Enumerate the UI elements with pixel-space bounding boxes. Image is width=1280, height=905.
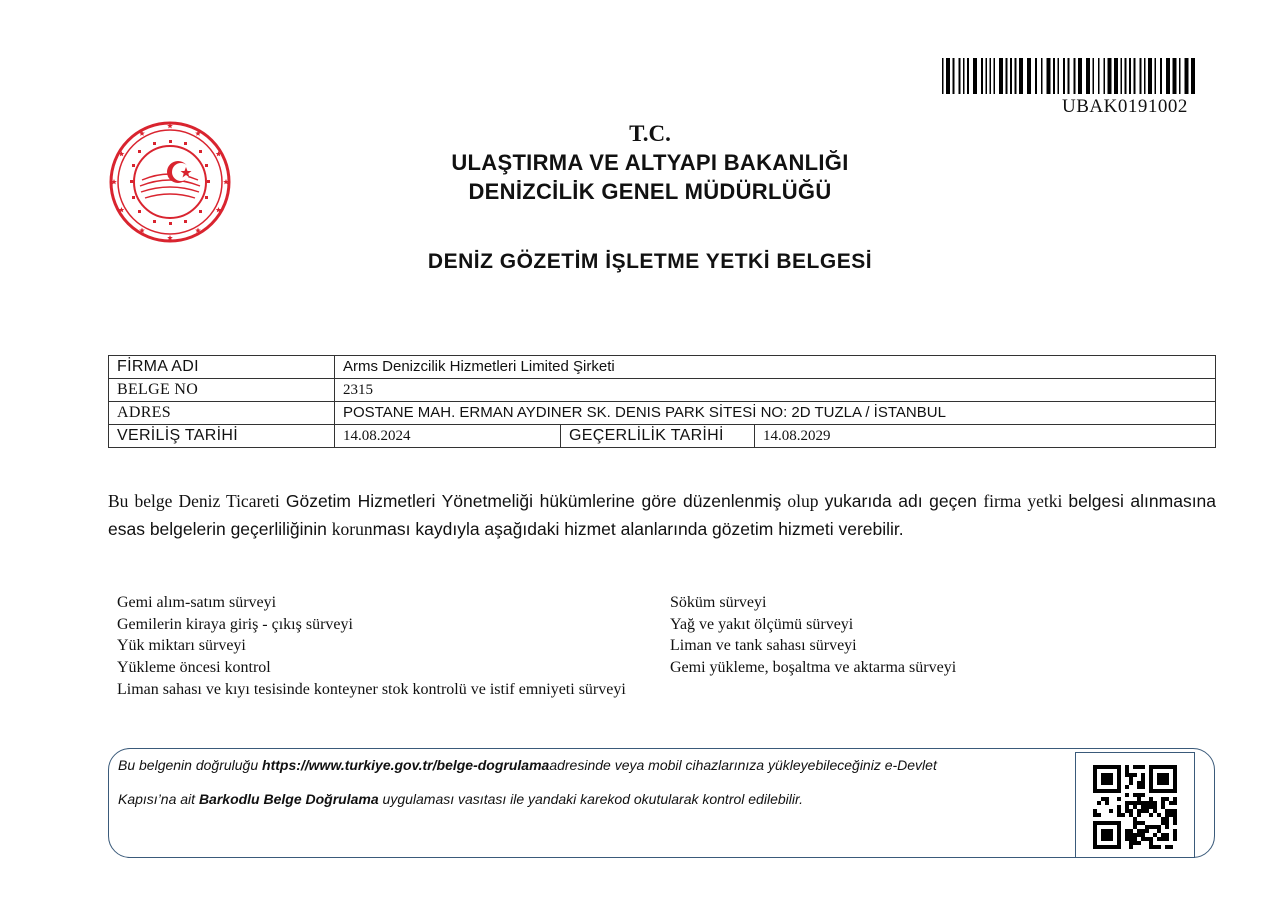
firm-name-value: Arms Denizcilik Hizmetleri Limited Şirketi (335, 356, 1216, 379)
info-table (108, 355, 1216, 448)
table-row (109, 379, 1216, 402)
list-item: Liman sahası ve kıyı tesisinde konteyner stok kontrolü ve istif emniyeti sürveyi (117, 680, 626, 698)
verification-line-1 (118, 757, 937, 773)
verification-text: uygulaması vasıtası ile yandaki karekod okutularak kontrol edilebilir. (378, 791, 804, 807)
barcode (942, 58, 1198, 94)
body-text-part: Gözetim Hizmetleri Yönetmeliği hükümlerine göre düzenlenmiş (285, 491, 782, 511)
validity-date-label: GEÇERLİLİK TARİHİ (561, 425, 755, 448)
list-item: Söküm sürveyi (670, 594, 767, 611)
address-label: ADRES (109, 402, 335, 425)
document-title: DENİZ GÖZETİM İŞLETME YETKİ BELGESİ (427, 250, 873, 273)
list-item: Yağ ve yakıt ölçümü sürveyi (670, 615, 854, 633)
body-text-part: ması kaydıyla aşağıdaki hizmet alanlarında gözetim hizmeti verebilir. (372, 519, 904, 539)
list-item: Yük miktarı sürveyi (117, 637, 246, 655)
ministry-seal-logo (108, 120, 232, 244)
validity-date-value: 14.08.2029 (755, 425, 1216, 448)
doc-no-label: BELGE NO (109, 379, 335, 402)
body-paragraph (108, 487, 1216, 543)
doc-no-value: 2315 (335, 379, 1216, 402)
list-item: Gemilerin kiraya giriş - çıkış sürveyi (117, 615, 353, 633)
verification-text: Kapısı’na ait (118, 791, 199, 807)
address-value: POSTANE MAH. ERMAN AYDINER SK. DENIS PARK SİTESİ NO: 2D TUZLA / İSTANBUL (335, 402, 1216, 425)
header-directorate: DENİZCİLİK GENEL MÜDÜRLÜĞÜ (468, 179, 832, 204)
services-list-left (117, 592, 626, 701)
table-row (109, 425, 1216, 448)
qr-code-frame (1075, 752, 1195, 858)
body-text-part: firma yetki (983, 491, 1063, 511)
verification-text: adresinde veya mobil cihazlarınıza yükleyebileceğiniz e-Devlet (549, 757, 937, 773)
body-text-part: Bu belge Deniz Ticareti (108, 491, 286, 511)
body-text-part: olup (781, 491, 825, 511)
issue-date-value: 14.08.2024 (335, 425, 561, 448)
list-item: Gemi alım-satım sürveyi (117, 594, 277, 611)
verification-app-name: Barkodlu Belge Doğrulama (198, 791, 379, 807)
table-row (109, 356, 1216, 379)
verification-url-link[interactable]: https://www.turkiye.gov.tr/belge-dogrulama (262, 757, 550, 773)
list-item: Liman ve tank sahası sürveyi (670, 637, 857, 655)
body-text-part: yukarıda adı geçen (824, 491, 984, 511)
body-text-part: korun (331, 519, 373, 539)
barcode-number: UBAK0191002 (1062, 96, 1188, 117)
issue-date-label: VERİLİŞ TARİHİ (109, 425, 335, 448)
qr-code (1093, 765, 1177, 849)
verification-text: Bu belgenin doğruluğu (118, 757, 263, 773)
header-ministry: ULAŞTIRMA VE ALTYAPI BAKANLIĞI (451, 150, 849, 175)
firm-name-label: FİRMA ADI (109, 356, 335, 379)
services-list-right (670, 592, 956, 679)
list-item: Yükleme öncesi kontrol (117, 659, 271, 677)
body-text-part: belgesi alınmasına esas belgelerin geçerliliğinin (108, 491, 1217, 539)
table-row (109, 402, 1216, 425)
header-tc: T.C. (629, 121, 671, 146)
verification-line-2 (118, 791, 803, 807)
list-item: Gemi yükleme, boşaltma ve aktarma sürveyi (670, 659, 957, 677)
